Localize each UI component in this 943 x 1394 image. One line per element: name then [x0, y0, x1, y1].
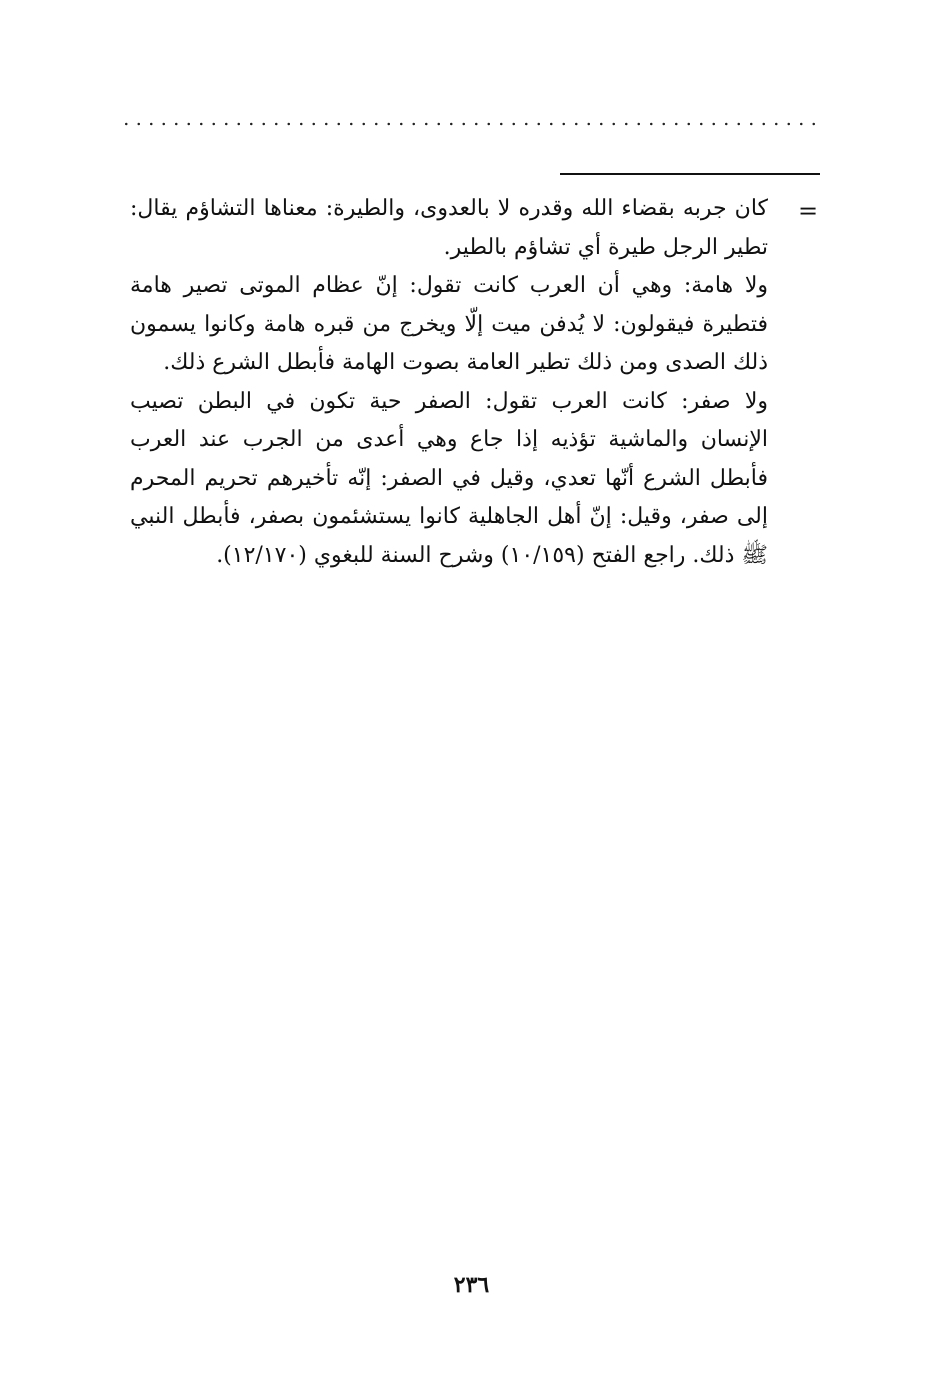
footnote-text — [130, 190, 768, 575]
dotted-separator — [120, 122, 820, 126]
footnote-continuation-mark: = — [798, 197, 819, 225]
footnote-paragraph: ولا صفر: كانت العرب تقول: الصفر حية تكون في البطن تصيب الإنسان والماشية تؤذيه إذا جاع وهي أعدى من الجرب عند العرب فأبطل الشرع أنّها تعدي، وقيل في الصفر: إنّه تأخيرهم تحريم المحرم إلى صفر، وقيل: إنّ أهل الجاهلية كانوا يستشئمون بصفر، فأبطل النبي ﷺ ذلك. راجع الفتح (١٠/١٥٩) وشرح السنة للبغوي (١٢/١٧٠). — [130, 388, 768, 568]
footnote-paragraph: ولا هامة: وهي أن العرب كانت تقول: إنّ عظام الموتى تصير هامة فتطيرة فيقولون: لا يُدفن ميت إلّا ويخرج من قبره هامة وكانوا يسمون ذلك الصدى ومن ذلك تطير العامة بصوت الهامة فأبطل الشرع ذلك. — [130, 273, 768, 375]
footnote-rule — [560, 173, 820, 175]
page-number: ٢٣٦ — [453, 1272, 490, 1298]
footnote-paragraph: كان جربه بقضاء الله وقدره لا بالعدوى، والطيرة: معناها التشاؤم يقال: تطير الرجل طيرة أي تشاؤم بالطير. — [130, 196, 768, 260]
